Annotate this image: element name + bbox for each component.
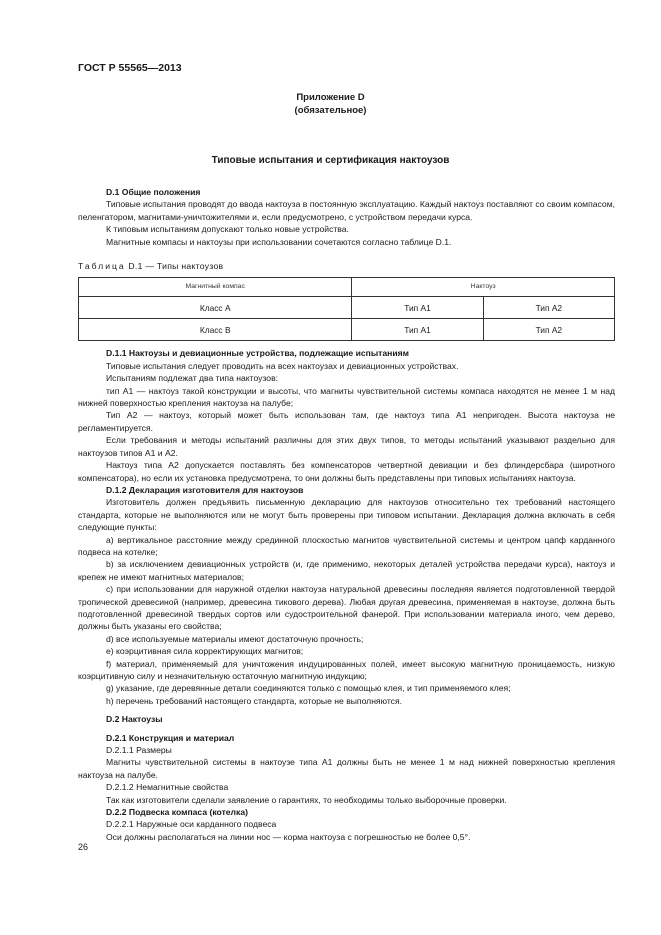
document-title: Типовые испытания и сертификация нактоузов <box>211 155 450 166</box>
section-heading-d21: D.2.1 Конструкция и материал <box>106 732 235 743</box>
paragraph: Если требования и методы испытаний различны для этих двух типов, то методы испытаний указывают раздельно для нактоузов типов А1 и А2. <box>78 435 615 458</box>
section-heading-d1: D.1 Общие положения <box>106 187 201 197</box>
section-heading-d12: D.1.2 Декларация изготовителя для нактоузов <box>106 484 304 495</box>
paragraph: Магниты чувствительной системы в нактоузе типа А1 должны быть не менее 1 м над нижней поверхностью крепления нактоуза на палубе. <box>78 757 615 780</box>
annex-name: Приложение D <box>296 92 365 103</box>
cell-compass-class: Класс В <box>79 319 352 341</box>
paragraph: К типовым испытаниям допускают только новые устройства. <box>106 224 349 235</box>
annex-status: (обязательное) <box>294 105 367 116</box>
subsection-heading: D.2.1.2 Немагнитные свойства <box>106 782 229 793</box>
document-body <box>78 186 615 843</box>
table-caption-word: Таблица <box>78 261 126 272</box>
list-item: f) материал, применяемый для уничтожения индуцированных полей, имеет высокую магнитную проницаемость, низкую коэрцитивную силу и незначительную остаточную магнитную индукцию; <box>78 658 615 681</box>
paragraph: Типовые испытания следует проводить на всех нактоузах и девиационных устройствах. <box>106 360 459 371</box>
cell-compass-class: Класс А <box>79 297 352 319</box>
page-number: 26 <box>78 842 89 852</box>
cell-type-a1: Тип А1 <box>352 319 483 341</box>
paragraph: Нактоуз типа А2 допускается поставлять без компенсаторов четвертной девиации и без флиндерсбара (широтного компенсатора), но если их установка предусмотрена, то они должны быть представлены при типовых испытаниях нактоуза. <box>78 460 615 483</box>
subsection-heading: D.2.1.1 Размеры <box>106 745 172 756</box>
paragraph: Тип А2 — нактоуз, который может быть использован там, где нактоуз типа А1 непригоден. Высота нактоуза не регламентируется. <box>78 410 615 433</box>
paragraph: Так как изготовители сделали заявление о гарантиях, то необходимы только выборочные проверки. <box>106 794 507 805</box>
list-item: c) при использовании для наружной отделки нактоуза натуральной древесины последняя является подготовленной твердой тропической древесиной (например, древесина тикового дерева). Любая другая древесина, применяемая в нактоузе, должна быть подготовленной древесиной твердых сортов или судостроительной фанерой. При использовании материала иного, чем дерево, должны быть указаны его свойства; <box>78 584 615 632</box>
section-heading-d22: D.2.2 Подвеска компаса (котелка) <box>106 807 248 818</box>
header-binnacle: Нактоуз <box>352 278 615 297</box>
list-item: а) вертикальное расстояние между срединной плоскостью магнитов чувствительной системы и центром цапф карданного подвеса на котелке; <box>78 534 615 557</box>
paragraph: Испытаниям подлежат два типа нактоузов: <box>106 373 279 384</box>
section-heading-d2: D.2 Нактоузы <box>106 714 163 725</box>
list-item: b) за исключением девиационных устройств (и, где применимо, некоторых деталей устройства передачи курса), нактоуз и крепеж не имеют магнитных материалов; <box>78 559 615 582</box>
cell-type-a2: Тип А2 <box>483 319 614 341</box>
paragraph: тип А1 — нактоуз такой конструкции и высоты, что магниты чувствительной системы компаса находятся не менее 1 м над нижней поверхностью крепления нактоуза на палубе; <box>78 385 615 409</box>
header-magnetic-compass: Магнитный компас <box>79 278 352 297</box>
table-header-row <box>79 278 615 297</box>
list-item: g) указание, где деревянные детали соединяются только с помощью клея, и тип применяемого клея; <box>106 683 511 694</box>
table-row <box>79 297 615 319</box>
table-caption-text: D.1 — Типы нактоузов <box>125 261 224 272</box>
section-heading-d11: D.1.1 Нактоузы и девиационные устройства, подлежащие испытаниям <box>106 348 410 359</box>
paragraph: Изготовитель должен предъявить письменную декларацию для нактоузов относительно тех требований настоящего стандарта, которые не выполняются или не могут быть проверены при типовом испытании. Декларация должна включать в себя следующие пункты: <box>78 497 615 533</box>
table-row <box>79 319 615 341</box>
standard-code: ГОСТ Р 55565—2013 <box>78 62 182 74</box>
table-compass-types <box>78 277 615 341</box>
list-item: e) коэрцитивная сила корректирующих магнитов; <box>106 646 304 657</box>
paragraph: Типовые испытания проводят до ввода нактоуза в постоянную эксплуатацию. Каждый нактоуз поставляют со своим компасом, пеленгатором, магнитами-уничтожителями и, если предусмотрено, с устройством передачи курса. <box>78 199 615 222</box>
cell-type-a2: Тип А2 <box>483 297 614 319</box>
paragraph: Оси должны располагаться на линии нос — корма нактоуза с погрешностью не более 0,5°. <box>106 831 471 842</box>
subsection-heading: D.2.2.1 Наружные оси карданного подвеса <box>106 819 277 830</box>
table-caption <box>78 260 615 272</box>
cell-type-a1: Тип А1 <box>352 297 483 319</box>
paragraph: Магнитные компасы и нактоузы при использовании сочетаются согласно таблице D.1. <box>106 236 452 247</box>
list-item: d) все используемые материалы имеют достаточную прочность; <box>106 633 364 644</box>
list-item: h) перечень требований настоящего стандарта, которые не выполняются. <box>106 695 403 706</box>
